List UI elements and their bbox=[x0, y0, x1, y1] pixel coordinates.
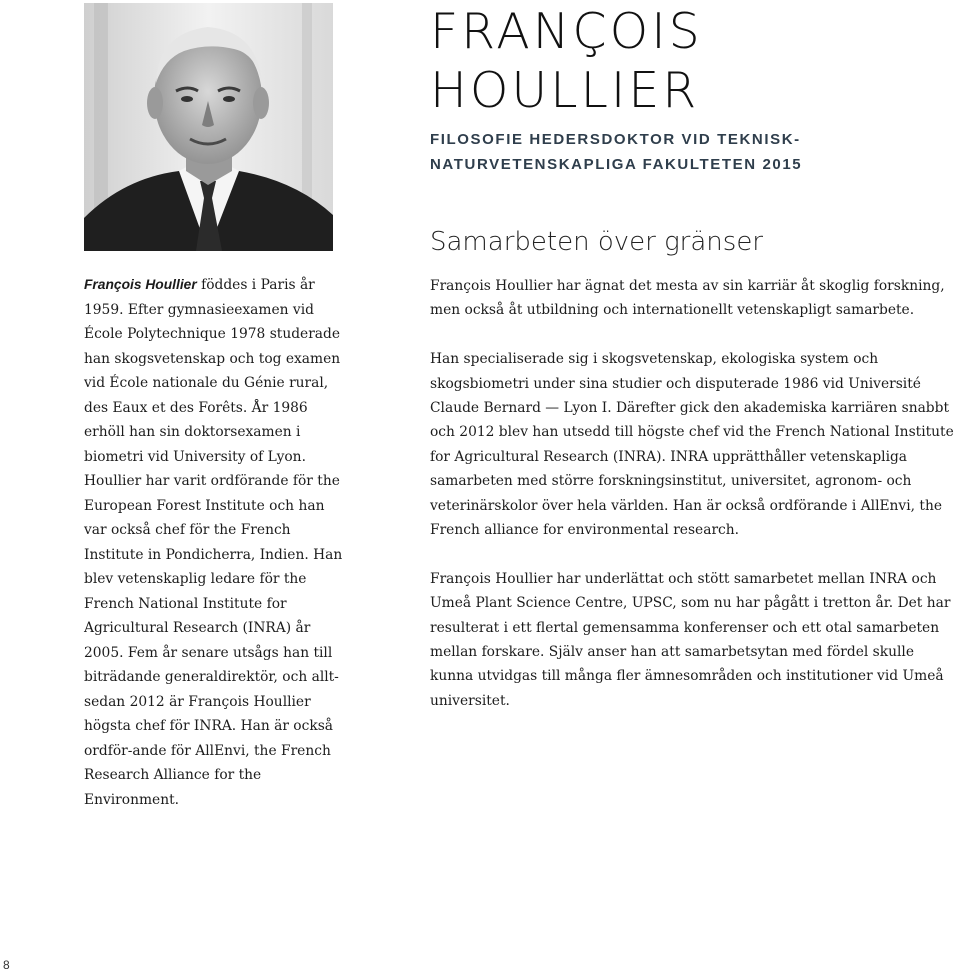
page-number: 8 bbox=[3, 958, 10, 972]
page-title: FRANÇOIS HOULLIER bbox=[430, 3, 703, 119]
article-paragraph-2: Han specialiserade sig i skogsvetenskap, ekologiska system och skogsbiometri under sina studier och disputerade 1986 vid Université Claude Bernard — Lyon I. Därefter gick den akademiska karriären snabbt och 2012 blev han utsedd till högste chef vid the French National Institute for Agricultural Research (INRA). INRA upprätthåller vetenskapliga samarbeten med större forskningsinstitut, universitet, agronom- och veterinärskolor över hela världen. Han är också ordförande i AllEnvi, the French alliance for environmental research. bbox=[430, 351, 954, 539]
article-paragraph-3: François Houllier har underlättat och stött samarbetet mellan INRA och Umeå Plant Science Centre, UPSC, som nu har pågått i tretton år. Det har resulterat i ett flertal gemensamma konferenser och ett otal samarbeten mellan forskare. Själv anser han att samarbetsytan med fördel skulle kunna utvidgas till många fler ämnesområden och institutioner vid Umeå universitet. bbox=[430, 570, 951, 709]
bio-name: François Houllier bbox=[84, 277, 197, 292]
bio-text: föddes i Paris år 1959. Efter gymnasieexamen vid École Polytechnique 1978 studerade han skogsvetenskap och tog examen vid École nationale du Génie rural, des Eaux et des Forêts. År 1986 erhöll han sin doktorsexamen i biometri vid University of Lyon. Houllier har varit ordförande för the European Forest Institute och han var också chef för the French Institute in Pondicherra, Indien. Han blev vetenskaplig ledare för the French National Institute for Agricultural Research (INRA) år 2005. Fem år senare utsågs han till biträdande generaldirektör, och allt-sedan 2012 är François Houllier högsta chef för INRA. Han är också ordför-ande för AllEnvi, the French Research Alliance for the Environment. bbox=[84, 277, 343, 808]
bio-paragraph bbox=[84, 273, 346, 812]
bio-column bbox=[84, 273, 346, 812]
portrait-photo bbox=[84, 3, 333, 251]
article-body bbox=[430, 274, 960, 738]
section-title: Samarbeten över gränser bbox=[430, 227, 763, 257]
portrait-illustration bbox=[84, 3, 333, 251]
page-subtitle: FILOSOFIE HEDERSDOKTOR VID TEKNISK-NATURVETENSKAPLIGA FAKULTETEN 2015 bbox=[430, 131, 803, 173]
article-paragraph-1: François Houllier har ägnat det mesta av sin karriär åt skoglig forskning, men också åt utbildning och internationellt vetenskapligt samarbete. bbox=[430, 278, 945, 319]
